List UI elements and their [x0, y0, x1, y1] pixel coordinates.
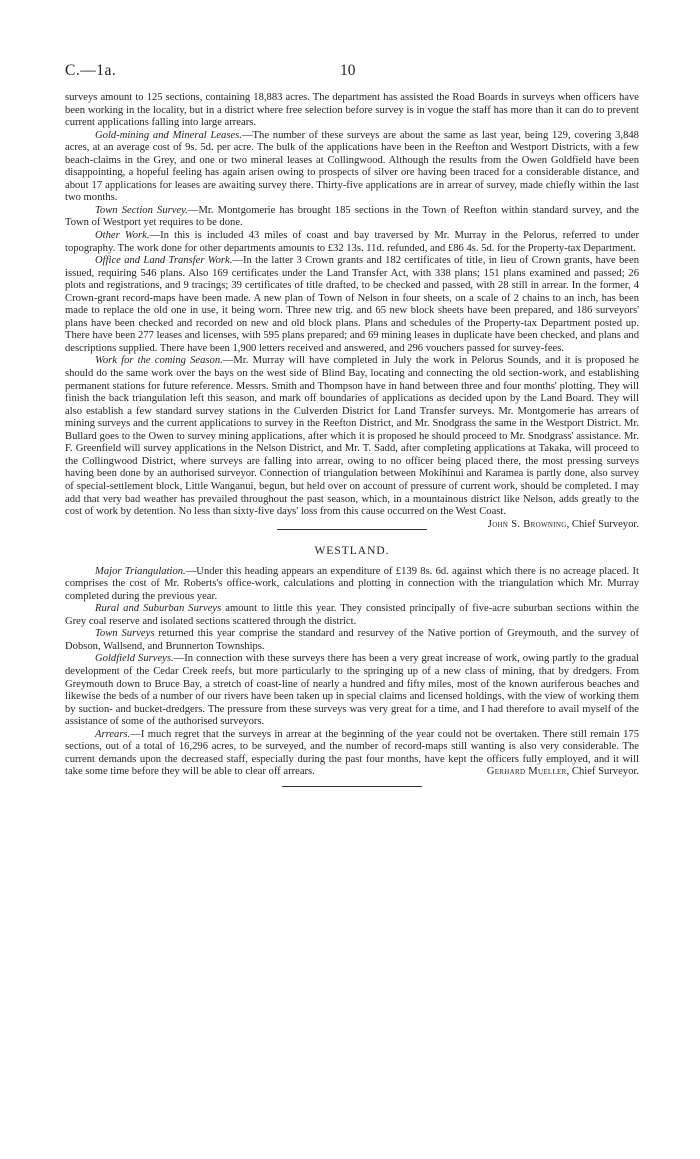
signature-title: , Chief Surveyor. [566, 766, 639, 778]
paragraph-heading: Town Surveys [95, 628, 155, 640]
document-page [65, 62, 639, 787]
paragraph-heading: Office and Land Transfer Work. [95, 255, 233, 267]
signature-title: , Chief Surveyor. [566, 518, 639, 530]
nelson-report [65, 92, 640, 530]
paragraph-heading: Goldfield Surveys. [95, 653, 174, 665]
page-header [65, 62, 639, 92]
paragraph-office-work: Office and Land Transfer Work.—In the latter 3 Crown grants and 182 certificates of title, in lieu of Crown grants, have been issued, requiring 546 plans. Also 169 certificates under the Land Transfer Act, with 338 plans; 151 plans examined and passed; 26 plots and registrations, and 9 tracings; 39 certificates of title drafted, to be checked and passed, with 28 still in arrear. In the former, 4 Crown-grant record-maps have been made. A new plan of Town of Nelson in four sheets, on a scale of 2 chains to an inch, has been made to replace the old one in use, it being worn. Three new trig. and 65 new block sheets have been prepared, and 186 surveyors' plans have been checked and recorded on new and old block plans. Plans and schedules of the Property-tax Department posted up. There have been 277 leases and licenses, with 595 plans prepared; and 69 mining leases in duplicate have been checked, and plans and descriptions supplied. There have been 1,900 letters received and answered, and 296 vouchers passed for survey-fees. [65, 255, 640, 354]
paragraph-heading: Rural and Suburban Surveys [95, 603, 222, 615]
paragraph-heading: Gold-mining and Mineral Leases. [95, 129, 242, 141]
signature [448, 519, 639, 532]
westland-report [65, 566, 639, 779]
section-heading: WESTLAND. [314, 544, 390, 557]
signature-name: John S. Browning [487, 518, 567, 530]
paragraph-heading: Work for the coming Season. [95, 355, 223, 367]
paragraph-heading: Town Section Survey. [95, 204, 188, 216]
signature [447, 766, 639, 779]
paragraph-rural-surveys: Rural and Suburban Surveys amount to little this year. They consisted principally of five-acre suburban sections within the Grey coal reserve and isolated sections scattered through the district. [65, 603, 639, 627]
paragraph-heading: Other Work. [95, 230, 150, 242]
paragraph-gold-mining: Gold-mining and Mineral Leases.—The number of these surveys are about the same as last year, being 129, covering 3,848 acres, at an average cost of 9s. 5d. per acre. The bulk of the applications have been in the Reefton and Westport Districts, with a few beach-claims in the Grey, and one or two mineral leases at Collingwood. Although the results from the Owen Goldfield have been disappointing, a hopeful feeling has again arisen owing to prospects of silver ore having been traced for a considerable distance, and about 17 applications for leases are awaiting survey there. Thirty-five applications are in arrear of survey, made chiefly within the last two months. [65, 129, 639, 204]
section-divider [277, 529, 427, 530]
paragraph-coming-season: Work for the coming Season.—Mr. Murray will have completed in July the work in Pelorus Sounds, and it is proposed he should do the same work over the bays on the west side of Blind Bay, locating and connecting the old section-work, and establishing permanent stations for future reference. Messrs. Smith and Thompson have in hand between three and four months' plotting. They will finish the back triangulation left this season, and mark off boundaries of applications as decided upon by the Land Board. They will also establish a few standard survey stations in the Culverden District for Land Transfer surveys. Mr. Montgomerie has arrears of mining surveys and the current applications to survey in the Reefton District, and Mr. Snodgrass the same in the Westport District. Mr. Bullard goes to the Owen to survey mining applications, after which it is proposed he should proceed to Mr. Snodgrass' assistance. Mr. F. Greenfield will survey applications in the Nelson District, and Mr. T. Sadd, after completing applications at Takaka, will proceed to the Collingwood District, where surveys are falling into arrear, owing to no officer being placed there, the most pressing surveys having been done by an authorised surveyor. Connection of triangulation between Mokihinui and Karamea is partly done, also survey of special-settlement block, Little Wanganui, begun, but held over on account of pressure of current work, should be completed. I may add that very bad weather has prevailed throughout the past season, which, in a mountainous district like Nelson, adds greatly to the cost of work by detention. No less than sixty-five days' loss from this cause occurred on the West Coast. John S. Browning, Chief Surveyor. [65, 355, 639, 530]
paper-reference: C.—1a. [65, 62, 117, 79]
paragraph-heading: Major Triangulation. [95, 565, 186, 577]
paragraph-goldfield-surveys: Goldfield Surveys.—In connection with these surveys there has been a very great increase of work, owing partly to the gradual development of the Cedar Creek reefs, but more particularly to the springing up of a new class of mining, that by dredgers. From Greymouth down to Bruce Bay, a stretch of coast-line of nearly a hundred and fifty miles, most of the known auriferous beaches and likewise the beds of a number of our rivers have been taken up in special claims and licensed holdings, with the view of working them by suction- and bucket-dredgers. The pressure from these surveys was very great for a time, and I had therefore to avail myself of the assistance of some of the authorised surveyors. [65, 653, 639, 728]
end-divider [282, 786, 422, 787]
page-number: 10 [340, 62, 356, 79]
paragraph-town-surveys: Town Surveys returned this year comprise the standard and resurvey of the Native portion of Greymouth, and the survey of Dobson, Wallsend, and Brunnerton Townships. [65, 628, 639, 652]
paragraph-arrears: Arrears.—I much regret that the surveys in arrear at the beginning of the year could not be overtaken. There still remain 175 sections, out of a total of 16,296 acres, to be surveyed, and the number of record-maps still wanting is also very considerable. The current demands upon the decreased staff, especially during the past four months, have kept the officers fully employed, and it will take some time before they will be able to clear off arrears. Gerhard Mueller, Chief Surveyor. [65, 728, 639, 778]
paragraph-town-section: Town Section Survey.—Mr. Montgomerie has brought 185 sections in the Town of Reefton within standard survey, and the Town of Westport yet requires to be done. [65, 204, 639, 229]
paragraph-other-work: Other Work.—In this is included 43 miles of coast and bay traversed by Mr. Murray in the Pelorus, referred to under topography. The work done for other departments amounts to £32 13s. 11d. refunded, and £86 4s. 5d. for the Property-tax Department. [65, 230, 639, 254]
signature-name: Gerhard Mueller [486, 766, 567, 778]
paragraph-heading: Arrears. [95, 728, 131, 740]
paragraph-major-triangulation: Major Triangulation.—Under this heading appears an expenditure of £139 8s. 6d. against which there is no acreage placed. It comprises the cost of Mr. Roberts's office-work, calculations and plotting in connection with the triangulation which Mr. Murray completed during the previous year. [65, 565, 639, 602]
paragraph-sections: surveys amount to 125 sections, containing 18,883 acres. The department has assisted the Road Boards in surveys when officers have been working in the locality, but in a district where free selection before survey is in vogue the staff has more than it can do to prevent current applications falling into large arrears. [65, 92, 639, 129]
